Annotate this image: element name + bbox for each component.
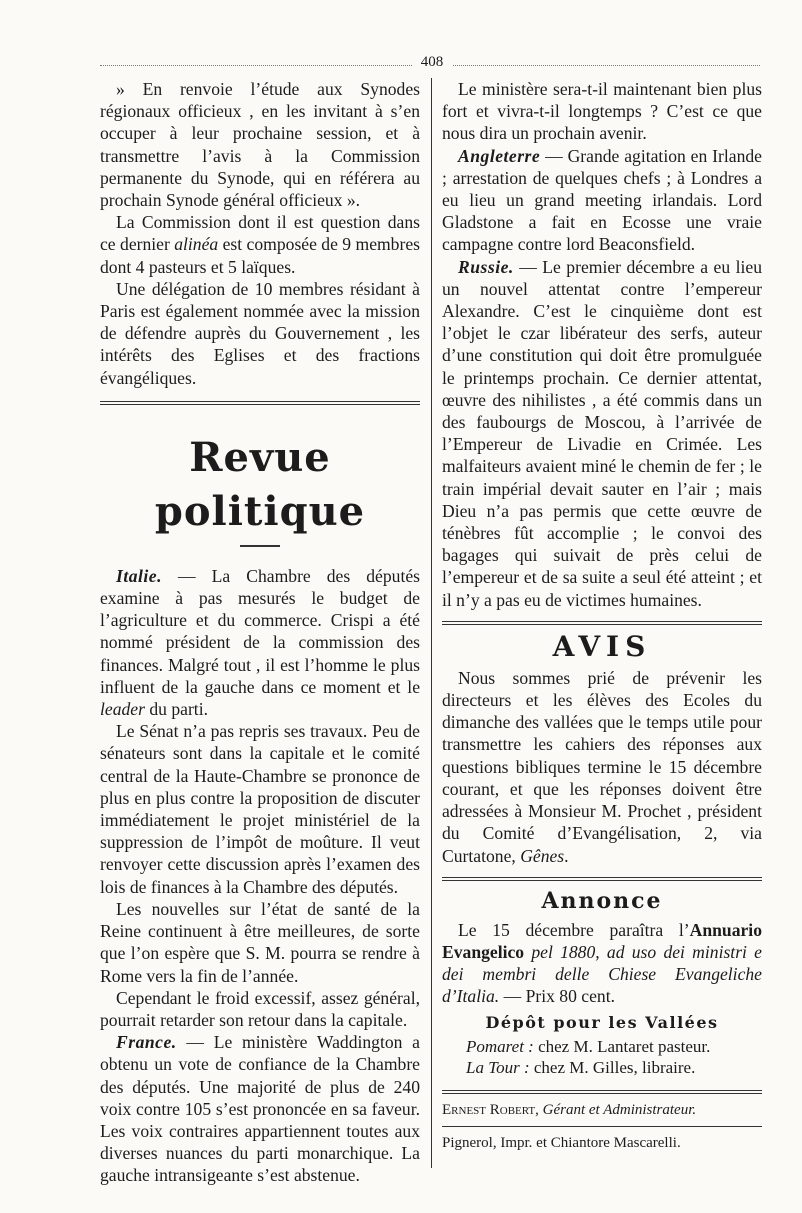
depot-title: Dépôt pour les Vallées xyxy=(485,1012,719,1032)
imprint-line: Pignerol, Impr. et Chiantore Mascarelli. xyxy=(442,1134,681,1151)
address-la-tour: La Tour : chez M. Gilles, libraire. xyxy=(466,1057,696,1077)
section-title: Revue politique xyxy=(154,433,366,535)
section-divider xyxy=(100,401,420,405)
left-column xyxy=(100,78,420,1187)
paragraph-avis: Nous sommes prié de prévenir les directeurs et les élèves des Ecoles du dimanche des vallées que le temps utile pour transmettre les cahiers des réponses aux questions bibliques termine le 15 décembre courant, et que les réponses doivent être adressées à Monsieur M. Prochet , président du Comité d’Evangélisation, 2, via Curtatone, Gênes. xyxy=(442,667,762,866)
avis-title: AVIS xyxy=(552,629,652,663)
paragraph-froid: Cependant le froid excessif, assez général, pourrait retarder son retour dans la capitale. xyxy=(100,987,420,1030)
paragraph-senat: Le Sénat n’a pas repris ses travaux. Peu de sénateurs sont dans la capitale et le comité central de la Haute-Chambre se prononce de plus en plus contre la proposition de discuter immédiatement le projet ministériel de la suppression de l’impôt de moûture. Il veut renvoyer cette discussion après l’examen des lois de finances à la Chambre des députés. xyxy=(100,721,420,897)
paragraph-reine: Les nouvelles sur l’état de santé de la Reine continuent à être meilleures, de sorte que l’on espère que S. M. pourra se rendre à Rome vers la fin de l’année. xyxy=(100,898,420,986)
paragraph-france: France. — Le ministère Waddington a obtenu un vote de confiance de la Chambre des députés. Une majorité de plus de 240 voix contre 105 s’est prononcée en sa faveur. Les voix contraires appartiennent toutes aux diverses nuances du parti monarchique. La gauche intransigeante s’est abstenue. xyxy=(100,1032,420,1186)
paragraph-france-cont: Le ministère sera-t-il maintenant bien plus fort et vivra-t-il longtemps ? C’est ce que nous dira un prochain avenir. xyxy=(442,79,762,144)
gerant-line: Ernest Robert, Gérant et Administrateur. xyxy=(442,1101,697,1118)
gerant-divider xyxy=(442,1090,762,1094)
country-label-france: France. xyxy=(116,1032,177,1053)
country-label-italie: Italie. xyxy=(116,565,163,586)
paragraph-italie: Italie. — La Chambre des députés examine à pas mesurés le budget de l’agriculture et du commerce. Crispi a été nommé président de la commission des finances. Malgré tout , il est l’homme le plus influent de la gauche dans ce moment et le leader du parti. xyxy=(100,565,420,720)
country-label-angleterre: Angleterre xyxy=(458,145,541,166)
column-divider xyxy=(431,78,432,1168)
paragraph-delegation: Une délégation de 10 membres résidant à Paris est également nommée avec la mission de défendre auprès du Gouvernement , les intérêts des Eglises et des fractions évangéliques. xyxy=(100,278,420,388)
title-rule xyxy=(240,545,280,547)
paragraph-angleterre: Angleterre — Grande agitation en Irlande ; arrestation de quelques chefs ; à Londres a eu lieu un grand meeting irlandais. Lord Gladstone a fait en Ecosse une vraie campagne contre lord Beaconsfield. xyxy=(442,145,762,255)
annonce-divider xyxy=(442,877,762,881)
paragraph-synodes: » En renvoie l’étude aux Synodes régionaux officieux , en les invitant à s’en occuper à leur prochaine session, et à transmettre l’avis à la Commission permanente du Synode, qui en référera au prochain Synode général officieux ». xyxy=(100,79,420,211)
annonce-title: Annonce xyxy=(541,887,663,914)
country-label-russie: Russie. xyxy=(458,256,514,277)
page-number: 408 xyxy=(412,54,452,71)
address-pomaret: Pomaret : chez M. Lantaret pasteur. xyxy=(466,1036,711,1056)
paragraph-commission: La Commission dont il est question dans ce dernier alinéa est composée de 9 membres dont 4 pasteurs et 5 laïques. xyxy=(100,212,420,277)
avis-divider xyxy=(442,621,762,625)
paragraph-russie: Russie. — Le premier décembre a eu lieu un nouvel attentat contre l’empereur Alexandre. C’est le cinquième dont est l’objet le czar libérateur des serfs, auteur d’une constitution qui doit être promulguée le printemps prochain. Ce dernier attentat, œuvre des nihilistes , a été commis dans un des faubourgs de Moscou, à l’arrivée de l’Empereur de Livadie en Crimée. Les malfaiteurs avaient miné le chemin de fer ; le train impérial devait sauter en l’air ; mais Dieu n’a pas permis que cette œuvre de ténèbres fût accomplie ; le convoi des bagages qui suivait de près celui de l’empereur et de sa suite a seul été atteint ; et il n’y a pas eu de victimes humaines. xyxy=(442,256,762,610)
imprint-divider xyxy=(442,1126,762,1127)
paragraph-annonce: Le 15 décembre paraîtra l’Annuario Evangelico pel 1880, ad uso dei ministri e dei membri delle Chiese Evangeliche d’Italia. — Prix 80 cent. xyxy=(442,919,762,1007)
right-column xyxy=(442,78,762,1153)
